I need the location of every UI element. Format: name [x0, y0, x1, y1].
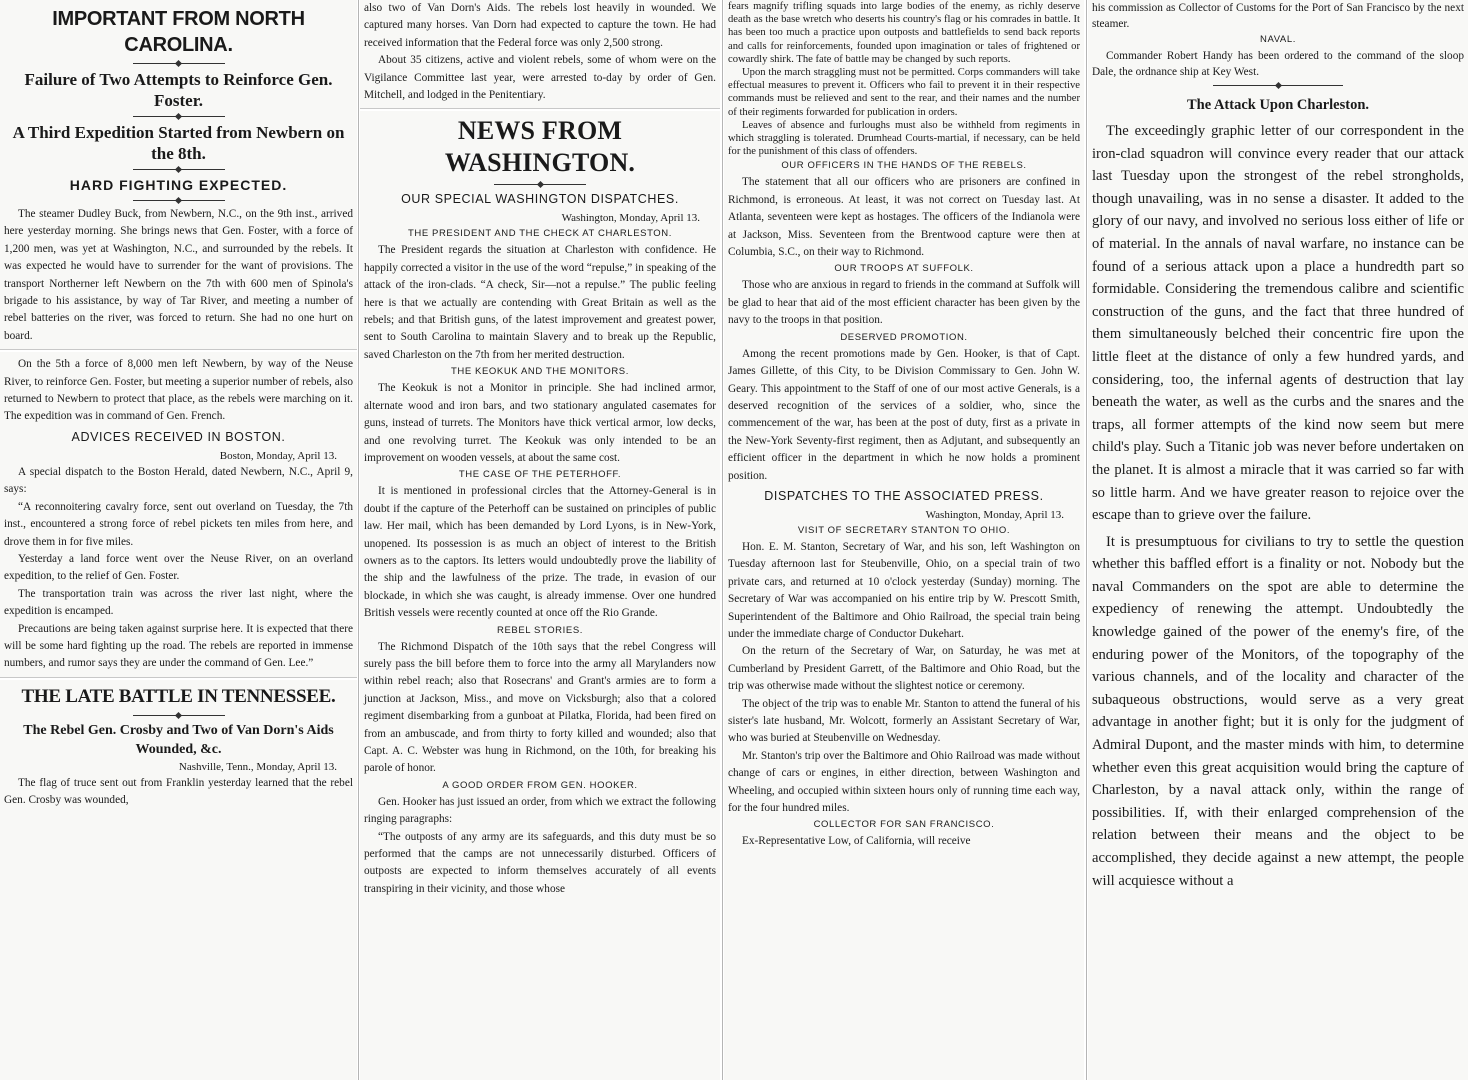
divider — [1213, 85, 1343, 86]
article-paragraph: Hon. E. M. Stanton, Secretary of War, and his son, left Washington on Tuesday afternoon last for Steubenville, Ohio, on a special train of two private cars, and returned at 10 o'clock yesterday (Sunday) morning. The Secretary of War was accompanied on his entire trip by W. Prescott Smith, Superintendent of the Baltimore and Ohio Railroad, the special train being under the immediate charge of Conductor Dukehart. — [728, 540, 1080, 640]
article-paragraph: “The outposts of any army are its safeguards, and this duty must be so performed that the camps are not unnecessarily disturbed. Officers of outposts are expected to inform themselves accurately of all events transpiring in their vicinity, and those whose — [364, 830, 716, 895]
article-paragraph: The statement that all our officers who are prisoners are confined in Richmond, is erroneous. At least, it was not correct on Tuesday last. At Atlanta, seventeen were kept as hostages. The officers of the Indianola were at Jackson, Miss. Seventeen from the Brentwood capture were then at Columbia, S.C., on their way to Richmond. — [728, 176, 1080, 259]
column-rule — [722, 0, 723, 1080]
column-rule — [1086, 0, 1087, 1080]
clipping-seam — [0, 677, 357, 680]
article-paragraph: The Keokuk is not a Monitor in principle. She had inclined armor, alternate wood and iron bars, and two stationary angulated casemates for guns, instead of turrets. The Monitors have thick vertical armor, low decks, and one revolving turret. The Keokuk was only intended to be an improvement on wooden vessels, at about the same cost. — [364, 382, 716, 464]
article-paragraph: The steamer Dudley Buck, from Newbern, N.C., on the 9th inst., arrived here yesterday morning. She brings news that Gen. Foster, with a force of 1,200 men, was yet at Washington, N.C., and surrounded by the rebels. It was expected he would have to surrender for the want of provisions. The transport Northerner left Newbern on the 7th with 600 men of Spinola's brigade to his assistance, by way of Tar River, and meeting a number of rebel batteries on the river, was forced to return. She had no one hurt on board. — [4, 208, 353, 342]
article-paragraph: The flag of truce sent out from Franklin yesterday learned that the rebel Gen. Crosby was wounded, — [4, 776, 353, 807]
article-paragraph: Upon the march straggling must not be permitted. Corps commanders will take effectual measures to prevent it. Officers who fail to prevent it in their respective commands must be relieved and sent to the rear, and their names and the number of their regiments forwarded for publication in orders. — [728, 67, 1080, 118]
article-paragraph: Commander Robert Handy has been ordered to the command of the sloop Dale, the ordnance ship at Key West. — [1092, 50, 1464, 78]
divider — [133, 116, 225, 117]
article-paragraph: On the return of the Secretary of War, on Saturday, he was met at Cumberland by President Garrett, of the Baltimore and Ohio Road, but the trip was otherwise made without the slightest notice or ceremony. — [728, 645, 1080, 693]
article-paragraph: Those who are anxious in regard to friends in the command at Suffolk will be glad to hear that aid of the most efficient character has been given by the navy to the troops in that position. — [728, 279, 1080, 327]
article-paragraph: Gen. Hooker has just issued an order, from which we extract the following ringing paragraphs: — [364, 795, 716, 826]
section-heading-boston: ADVICES RECEIVED IN BOSTON. — [71, 429, 286, 444]
headline-washington: NEWS FROM WASHINGTON. — [444, 116, 636, 178]
editorial-paragraph: It is presumptuous for civilians to try to settle the question whether this baffled effort is a finality or not. Nobody but the naval Commanders on the spot are able to determine the expediency of renewing the attempt. Undoubtedly the knowledge gained of the power of the enemy's fire, of the enduring power of the Monitors, of the topography of the various channels, and of the locality and character of the subaqueous obstructions, would serve as a very great advantage in another fight; but it is only for the judgment of Admiral Dupont, and the master minds with him, to determine whether even this great acquisition would bring the capture of Charleston, by a naval attack only, within the range of possibilities. If, with their enlarged comprehension of the relation between their means and the object to be accomplished, they decide against a new attempt, the people will acquiesce without a — [1092, 533, 1464, 889]
section-heading-special: OUR SPECIAL WASHINGTON DISPATCHES. — [401, 192, 679, 207]
section-heading-officers: OUR OFFICERS IN THE HANDS OF THE REBELS. — [781, 160, 1027, 172]
divider — [494, 184, 586, 185]
divider — [133, 63, 225, 64]
article-paragraph: Ex-Representative Low, of California, will receive — [742, 835, 971, 848]
article-paragraph: fears magnify trifling squads into large bodies of the enemy, as richly deserve death as the base wretch who deserts his country's flag or his comrades in battle. It has been too much a practice upon outposts and battlefields to send back reports and calls for reinforcements, founded upon imagination or tales of frightened or cowardly shirk. The fate of battle may be changed by such reports. — [728, 1, 1080, 65]
section-heading-stories: REBEL STORIES. — [496, 624, 583, 636]
headline-north-carolina: IMPORTANT FROM NORTH CAROLINA. — [52, 8, 305, 56]
divider — [133, 169, 225, 170]
divider — [133, 200, 225, 201]
article-paragraph: About 35 citizens, active and violent rebels, some of whom were on the Vigilance Committee last year, were arrested to-day by order of Gen. Mitchell, and lodged in the Penitentiary. — [364, 54, 716, 102]
section-heading-suffolk: OUR TROOPS AT SUFFOLK. — [834, 263, 974, 275]
article-paragraph: A special dispatch to the Boston Herald, dated Newbern, N.C., April 9, says: — [4, 465, 353, 496]
article-paragraph: Mr. Stanton's trip over the Baltimore and Ohio Railroad was made without change of cars or engines, in either direction, between Washington and Wheeling, and occupied within sixteen hours only of running time each way, for the four hundred miles. — [728, 749, 1080, 815]
column-2 — [360, 0, 720, 1080]
section-heading-naval: NAVAL. — [1260, 34, 1296, 45]
dateline: Boston, Monday, April 13. — [219, 449, 337, 462]
column-1 — [0, 0, 357, 1080]
article-paragraph: The transportation train was across the river last night, where the expedition is encamped. — [4, 587, 353, 618]
section-heading-check: THE PRESIDENT AND THE CHECK AT CHARLESTON. — [408, 228, 672, 240]
dateline: Washington, Monday, April 13. — [561, 212, 700, 225]
section-heading-peterhoff: THE CASE OF THE PETERHOFF. — [458, 469, 622, 481]
section-heading-keokuk: THE KEOKUK AND THE MONITORS. — [451, 366, 629, 378]
headline-attack-charleston: The Attack Upon Charleston. — [1186, 97, 1370, 113]
subhead-crosby: The Rebel Gen. Crosby and Two of Van Dorn's Aids Wounded, &c. — [23, 722, 334, 757]
article-paragraph: “A reconnoitering cavalry force, sent out overland on Tuesday, the 7th inst., encountered a strong force of rebel pickets ten miles from here, and drove them in for five miles. — [4, 500, 353, 548]
divider — [133, 715, 225, 716]
subhead-hard-fighting: HARD FIGHTING EXPECTED. — [69, 177, 288, 193]
article-paragraph: On the 5th a force of 8,000 men left Newbern, by way of the Neuse River, to reinforce Gen. Foster, but meeting a superior number of rebels, also returned to Newbern to protect that place, as the rebels were marching on it. The expedition was in command of Gen. French. — [4, 358, 353, 423]
article-paragraph: Leaves of absence and furloughs must also be withheld from regiments in which straggling is tolerated. Drumhead Courts-martial, if necessary, can be held for the punishment of this class of offenders. — [728, 119, 1080, 158]
column-rule — [358, 0, 359, 1080]
headline-tennessee: THE LATE BATTLE IN TENNESSEE. — [21, 685, 336, 707]
column-3 — [724, 0, 1084, 1080]
section-heading-promotion: DESERVED PROMOTION. — [840, 331, 968, 343]
clipping-seam — [0, 349, 357, 352]
article-paragraph: his commission as Collector of Customs for the Port of San Francisco by the next steamer. — [1092, 2, 1464, 30]
column-4 — [1088, 0, 1468, 1080]
article-paragraph: Yesterday a land force went over the Neuse River, on an overland expedition, to the relief of Gen. Foster. — [4, 552, 353, 583]
article-paragraph: The President regards the situation at Charleston with confidence. He happily corrected a visitor in the use of the word “repulse,” in speaking of the attack of the iron-clads. “A check, Sir—not a repulse.” The public feeling here is that we actually are contending with Great Britain as well as the rebels; and that British guns, of the latest improvement and greatest power, sent to South Carolina to maintain Slavery and to break up the Republic, saved Charleston on the 7th from her merited destruction. — [364, 244, 716, 361]
section-heading-visit: VISIT OF SECRETARY STANTON TO OHIO. — [797, 524, 1011, 536]
article-paragraph: Among the recent promotions made by Gen. Hooker, is that of Capt. James Gillette, of this City, to be Division Commissary to Gen. John W. Geary. This appointment to the Staff of one of our most active Generals, is a deserved recognition of the services of a soldier, who, since the commencement of the war, has been at the post of duty, first as a private in the New-York Seventy-first regiment, then as Adjutant, and subsequently an efficient officer in the department in which he now holds a prominent position. — [728, 347, 1080, 482]
subhead-third-expedition: A Third Expedition Started from Newbern on the 8th. — [12, 123, 345, 163]
section-heading-order: A GOOD ORDER FROM GEN. HOOKER. — [442, 779, 638, 791]
editorial-paragraph: The exceedingly graphic letter of our correspondent in the iron-clad squadron will convince every reader that our attack last Tuesday upon the strongest of the rebel strongholds, though unavailing, was in no sense a disaster. It added to the glory of our navy, and involved no serious loss either of life or of material. In the annals of naval warfare, no instance can be found of a serious attack upon a place a hundredth part so formidable. Considering the tremendous calibre and scientific construction of the guns, and the fact that three hundred of them simultaneously belched their concentric fire upon the little fleet at the distance of only a few hundred yards, and considering, too, the infernal agents of destruction that lay beneath the water, as well as the curbs and the snares and the traps, all former attempts of the kind now seem but mere child's play. Such a Titanic job was never before undertaken on the planet. It is almost a miracle that it was carried so far with so little harm. And we have greater reason to rejoice over the escape than to grieve over the failure. — [1092, 123, 1464, 524]
dateline: Washington, Monday, April 13. — [925, 508, 1064, 521]
article-paragraph: The object of the trip was to enable Mr. Stanton to attend the funeral of his sister's late husband, Mr. Wolcott, formerly an Assistant Secretary of War, who was buried at Steubenville on Wednesday. — [728, 697, 1080, 745]
article-paragraph: also two of Van Dorn's Aids. The rebels lost heavily in wounded. We captured many horses. Van Dorn had expected to capture the town. He had received information that the Federal force was only 2,500 strong. — [364, 2, 716, 49]
article-paragraph: It is mentioned in professional circles that the Attorney-General is in doubt if the capture of the Peterhoff can be sustained on principles of public law. Her mail, which has been demanded by Lord Lyons, is in New-York, unopened. Its possession is as much an object of interest to the British owners as to the captors. Its letters would undoubtedly prove the liability of the ship and the lawfulness of the prize. The trade, in evasion of our blockade, in which she was caught, is already immense. Over one hundred British vessels were recently counted at once off the Rio Grande. — [364, 485, 716, 620]
subhead-failure: Failure of Two Attempts to Reinforce Gen. Foster. — [24, 70, 333, 110]
dateline: Nashville, Tenn., Monday, April 13. — [178, 760, 337, 773]
section-heading-associated-press: DISPATCHES TO THE ASSOCIATED PRESS. — [764, 488, 1044, 503]
article-paragraph: Precautions are being taken against surprise here. It is expected that there will be some hard fighting up the road. The rebels are reported in immense numbers, and rumor says they are under the command of Gen. Lee.” — [4, 622, 353, 670]
section-heading-collector: COLLECTOR FOR SAN FRANCISCO. — [813, 819, 995, 831]
clipping-seam — [360, 108, 720, 111]
article-paragraph: The Richmond Dispatch of the 10th says that the rebel Congress will surely pass the bill before them to force into the army all Marylanders now within rebel reach; also that Rosecrans' and Grant's armies are to form a junction at Jackson, Miss., and move on Vicksburgh; also that a colored regiment disembarking from a gunboat at Pilatka, Florida, had been fired on from an ambuscade, and from thirty to forty killed and wounded; also that Capt. A. C. Webster was hung in Richmond, on the 10th, for breaking his parole of honor. — [364, 640, 716, 775]
